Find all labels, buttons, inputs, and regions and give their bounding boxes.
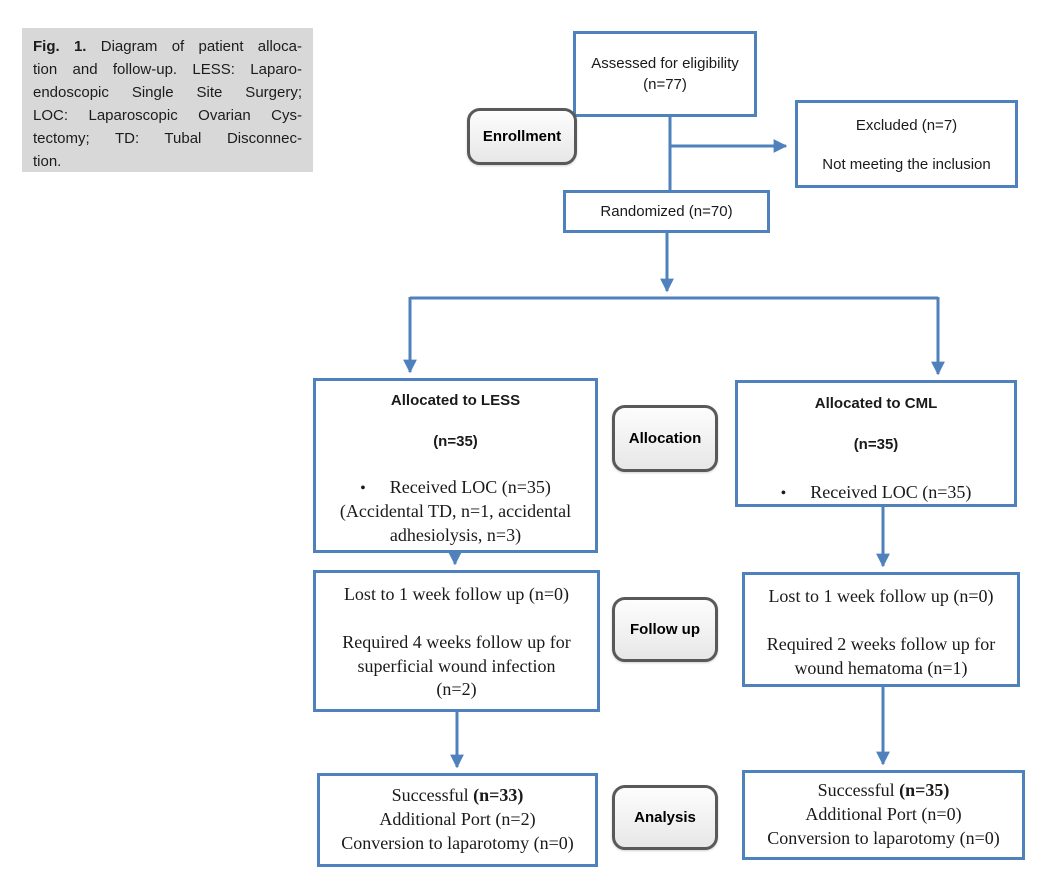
node-text: Received LOC (n=35) bbox=[810, 482, 972, 502]
node-text: Received LOC (n=35) bbox=[389, 477, 551, 497]
node-text: Excluded (n=7) bbox=[855, 117, 958, 134]
node-text: Lost to 1 week follow up (n=0) bbox=[768, 586, 994, 606]
stage-label-enrollment: Enrollment bbox=[467, 108, 577, 165]
stage-label-analysis: Analysis bbox=[612, 785, 718, 850]
node-title: Allocated to LESS bbox=[390, 392, 521, 409]
node-text: superficial wound infection bbox=[357, 655, 556, 676]
node-excluded bbox=[795, 100, 1018, 188]
caption-line: Fig. 1. Diagram of patient alloca- bbox=[33, 38, 302, 55]
node-text: Required 2 weeks follow up for bbox=[766, 633, 996, 654]
node-analysis-less bbox=[317, 773, 598, 867]
node-randomized bbox=[563, 190, 770, 233]
node-allocated-less bbox=[313, 378, 598, 553]
node-count: (n=35) bbox=[899, 780, 950, 801]
node-title: Allocated to CML bbox=[814, 395, 938, 412]
node-text: wound hematoma (n=1) bbox=[794, 657, 968, 678]
node-text: Successful (n=35) bbox=[817, 780, 950, 801]
node-text: Additional Port (n=2) bbox=[379, 809, 536, 830]
node-allocated-cml bbox=[735, 380, 1017, 507]
bullet-icon: • bbox=[780, 485, 787, 502]
node-text: Additional Port (n=0) bbox=[805, 804, 962, 825]
node-bullet-item bbox=[360, 476, 551, 500]
node-text: Successful (n=33) bbox=[391, 785, 524, 806]
node-text: Conversion to laparotomy (n=0) bbox=[341, 832, 574, 853]
node-count: (n=2) bbox=[436, 679, 477, 700]
node-text: (Accidental TD, n=1, accidental bbox=[339, 500, 572, 521]
node-text: adhesiolysis, n=3) bbox=[389, 524, 522, 545]
caption-line: tectomy; TD: Tubal Disconnec- bbox=[33, 130, 302, 147]
node-text: Randomized (n=70) bbox=[600, 203, 733, 220]
figure-caption bbox=[22, 28, 313, 172]
node-count: (n=35) bbox=[853, 436, 899, 453]
caption-line: endoscopic Single Site Surgery; bbox=[33, 84, 302, 101]
figure-number: Fig. 1. bbox=[33, 38, 87, 55]
node-text: Lost to 1 week follow up (n=0) bbox=[343, 584, 570, 604]
node-count: (n=35) bbox=[433, 433, 478, 450]
caption-line: tion and follow-up. LESS: Laparo- bbox=[33, 61, 302, 78]
node-text: Not meeting the inclusion bbox=[822, 156, 991, 173]
node-assessed-for-eligibility bbox=[573, 31, 757, 117]
node-text: Required 4 weeks follow up for bbox=[342, 631, 571, 652]
stage-label-allocation: Allocation bbox=[612, 405, 718, 472]
node-analysis-cml bbox=[742, 770, 1025, 860]
node-text: Assessed for eligibility bbox=[591, 55, 739, 72]
node-count: (n=33) bbox=[473, 785, 524, 806]
node-followup-cml bbox=[742, 572, 1020, 687]
node-followup-less bbox=[313, 570, 600, 712]
caption-line: LOC: Laparoscopic Ovarian Cys- bbox=[33, 107, 302, 124]
node-text: Conversion to laparotomy (n=0) bbox=[767, 827, 1000, 848]
stage-label-follow-up: Follow up bbox=[612, 597, 718, 662]
bullet-icon: • bbox=[360, 480, 366, 497]
node-count: (n=77) bbox=[643, 76, 687, 93]
node-bullet-item bbox=[781, 481, 972, 505]
caption-line: tion. bbox=[33, 153, 62, 170]
